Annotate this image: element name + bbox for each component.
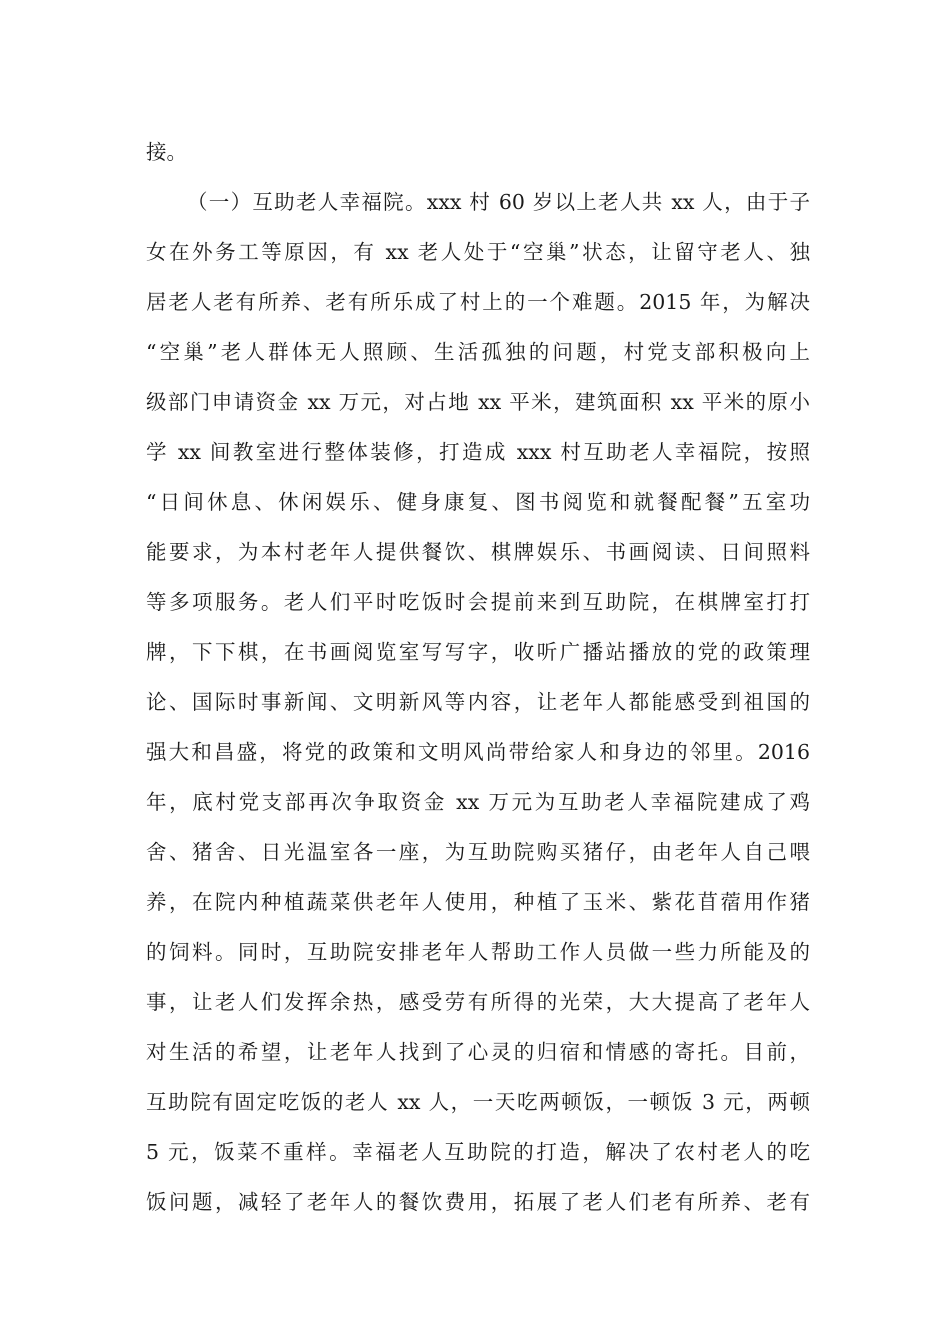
text-line: 接。	[146, 140, 187, 164]
text-line: 学 xx 间教室进行整体装修，打造成 xxx 村互助老人幸福院，按照	[146, 440, 810, 464]
text-line: 女在外务工等原因，有 xx 老人处于“空巢”状态，让留守老人、独	[146, 240, 810, 264]
text-line: 年，底村党支部再次争取资金 xx 万元为互助老人幸福院建成了鸡	[146, 790, 810, 814]
text-line: 事，让老人们发挥余热，感受劳有所得的光荣，大大提高了老年人	[146, 990, 810, 1014]
text-line: 强大和昌盛，将党的政策和文明风尚带给家人和身边的邻里。2016	[146, 740, 810, 764]
text-line: 养，在院内种植蔬菜供老年人使用，种植了玉米、紫花苜蓿用作猪	[146, 890, 810, 914]
text-line: 舍、猪舍、日光温室各一座，为互助院购买猪仔，由老年人自己喂	[146, 840, 810, 864]
text-line: 居老人老有所养、老有所乐成了村上的一个难题。2015 年，为解决	[146, 290, 810, 314]
text-line: 等多项服务。老人们平时吃饭时会提前来到互助院，在棋牌室打打	[146, 590, 810, 614]
text-line: 的饲料。同时，互助院安排老年人帮助工作人员做一些力所能及的	[146, 940, 810, 964]
text-line: “空巢”老人群体无人照顾、生活孤独的问题，村党支部积极向上	[146, 340, 810, 364]
paragraph-first-line: （一）互助老人幸福院。xxx 村 60 岁以上老人共 xx 人，由于子	[187, 190, 810, 214]
text-line: 论、国际时事新闻、文明新风等内容，让老年人都能感受到祖国的	[146, 690, 810, 714]
text-line: 对生活的希望，让老年人找到了心灵的归宿和情感的寄托。目前，	[146, 1040, 810, 1064]
text-line: 饭问题，减轻了老年人的餐饮费用，拓展了老人们老有所养、老有	[146, 1190, 810, 1214]
text-line: 牌，下下棋，在书画阅览室写写字，收听广播站播放的党的政策理	[146, 640, 810, 664]
text-line: 能要求，为本村老年人提供餐饮、棋牌娱乐、书画阅读、日间照料	[146, 540, 810, 564]
text-line: 5 元，饭菜不重样。幸福老人互助院的打造，解决了农村老人的吃	[146, 1140, 810, 1164]
text-line: 互助院有固定吃饭的老人 xx 人，一天吃两顿饭，一顿饭 3 元，两顿	[146, 1090, 810, 1114]
text-line: “日间休息、休闲娱乐、健身康复、图书阅览和就餐配餐”五室功	[146, 490, 810, 514]
text-line: 级部门申请资金 xx 万元，对占地 xx 平米，建筑面积 xx 平米的原小	[146, 390, 810, 414]
body-text	[146, 127, 810, 1227]
